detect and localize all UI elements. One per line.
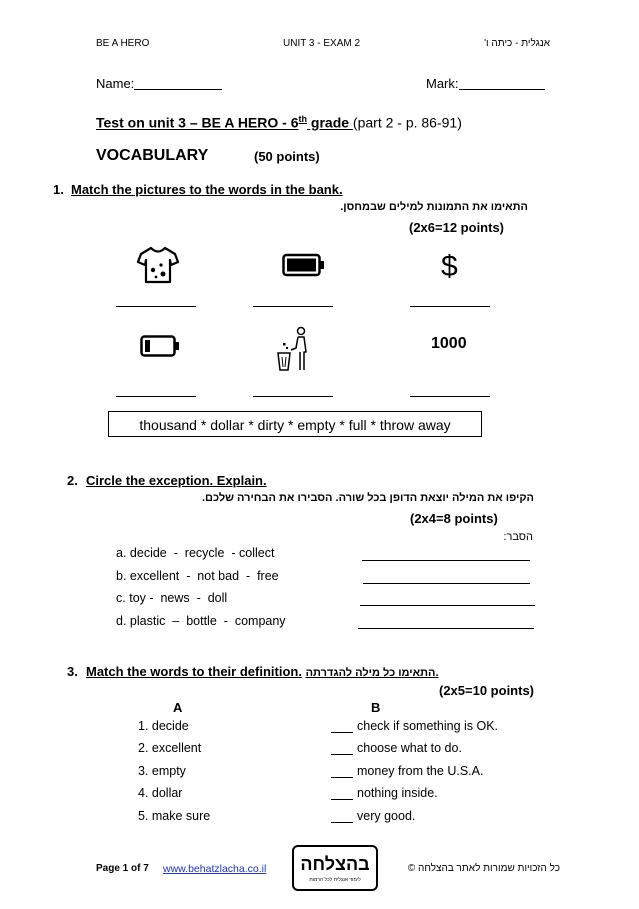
copyright: כל הזכויות שמורות לאתר בהצלחה © xyxy=(407,863,560,874)
page-number: Page 1 of 7 xyxy=(96,863,149,874)
empty-battery-icon xyxy=(140,335,180,357)
answer-line-4 xyxy=(116,396,196,397)
q2-item-d: d. plastic – bottle - company xyxy=(116,614,286,628)
test-title xyxy=(96,114,462,131)
header-center: UNIT 3 - EXAM 2 xyxy=(283,38,361,49)
dirty-shirt-icon xyxy=(137,246,179,284)
logo xyxy=(292,845,378,891)
name-line xyxy=(134,89,222,90)
col-a-heading: A xyxy=(173,700,183,715)
q3-word-2: 2. excellent xyxy=(138,741,202,755)
q3-def-1: check if something is OK. xyxy=(357,719,499,733)
q1-number: 1. xyxy=(53,182,64,197)
answer-line-3 xyxy=(410,306,490,307)
q3-def-4: nothing inside. xyxy=(357,786,438,800)
site-link[interactable]: www.behatzlacha.co.il xyxy=(163,863,267,875)
logo-text: בהצלחה xyxy=(300,854,370,874)
q3-number: 3. xyxy=(67,664,78,679)
blank-5 xyxy=(331,822,353,823)
vocab-heading: VOCABULARY xyxy=(96,147,209,164)
title-grade: grade xyxy=(307,114,353,131)
logo-subtext: לימוד אנגלית לכל הרמות xyxy=(309,877,361,883)
vocab-points: (50 points) xyxy=(254,149,320,164)
title-part: (part 2 - p. 86-91) xyxy=(352,114,462,131)
mark-line xyxy=(459,89,545,90)
q2-points: (2x4=8 points) xyxy=(410,511,498,526)
q3-instruction: Match the words to their definition. xyxy=(86,664,302,679)
q3-word-1: 1. decide xyxy=(138,719,189,733)
explain-line-d xyxy=(358,628,534,629)
q3-word-3: 3. empty xyxy=(138,764,186,778)
q2-item-b: b. excellent - not bad - free xyxy=(116,569,279,583)
q3-def-5: very good. xyxy=(357,809,416,823)
blank-4 xyxy=(331,799,353,800)
q3-instruction-row xyxy=(86,664,439,679)
q2-hebrew: הקיפו את המילה יוצאת הדופן בכל שורה. הסבירו את הבחירה שלכם. xyxy=(201,492,534,504)
q2-number: 2. xyxy=(67,473,78,488)
throw-away-icon xyxy=(274,326,312,372)
explain-line-b xyxy=(363,583,530,584)
explain-line-a xyxy=(362,560,530,561)
dollar-icon: $ xyxy=(441,250,458,283)
blank-3 xyxy=(331,777,353,778)
q3-def-2: choose what to do. xyxy=(357,741,462,755)
col-b-heading: B xyxy=(371,700,381,715)
blank-2 xyxy=(331,754,353,755)
word-bank: thousand * dollar * dirty * empty * full * throw away xyxy=(108,411,482,437)
q2-instruction: Circle the exception. Explain. xyxy=(86,473,267,488)
q1-hebrew: התאימו את התמונות למילים שבמחסן. xyxy=(340,201,528,213)
explain-label: הסבר: xyxy=(503,531,533,543)
q3-word-4: 4. dollar xyxy=(138,786,183,800)
q3-points: (2x5=10 points) xyxy=(439,683,535,698)
name-label: Name: xyxy=(96,76,135,91)
thousand-number: 1000 xyxy=(431,335,467,352)
answer-line-2 xyxy=(253,306,333,307)
q3-hebrew: התאימו כל מילה להגדרתה. xyxy=(305,667,439,679)
q1-instruction: Match the pictures to the words in the bank. xyxy=(71,182,343,197)
answer-line-1 xyxy=(116,306,196,307)
blank-1 xyxy=(331,732,353,733)
header-left: BE A HERO xyxy=(96,38,150,49)
q2-item-c: c. toy - news - doll xyxy=(116,591,228,605)
full-battery-icon xyxy=(282,253,325,277)
mark-label: Mark: xyxy=(426,76,459,91)
header-right: אנגלית - כיתה ו' xyxy=(484,38,550,49)
title-sup: th xyxy=(298,114,308,124)
q2-item-a: a. decide - recycle - collect xyxy=(116,546,275,560)
explain-line-c xyxy=(360,605,535,606)
answer-line-6 xyxy=(410,396,490,397)
q1-points: (2x6=12 points) xyxy=(409,220,505,235)
answer-line-5 xyxy=(253,396,333,397)
q3-def-3: money from the U.S.A. xyxy=(357,764,484,778)
q3-word-5: 5. make sure xyxy=(138,809,211,823)
title-main: Test on unit 3 – BE A HERO - 6 xyxy=(96,114,299,131)
